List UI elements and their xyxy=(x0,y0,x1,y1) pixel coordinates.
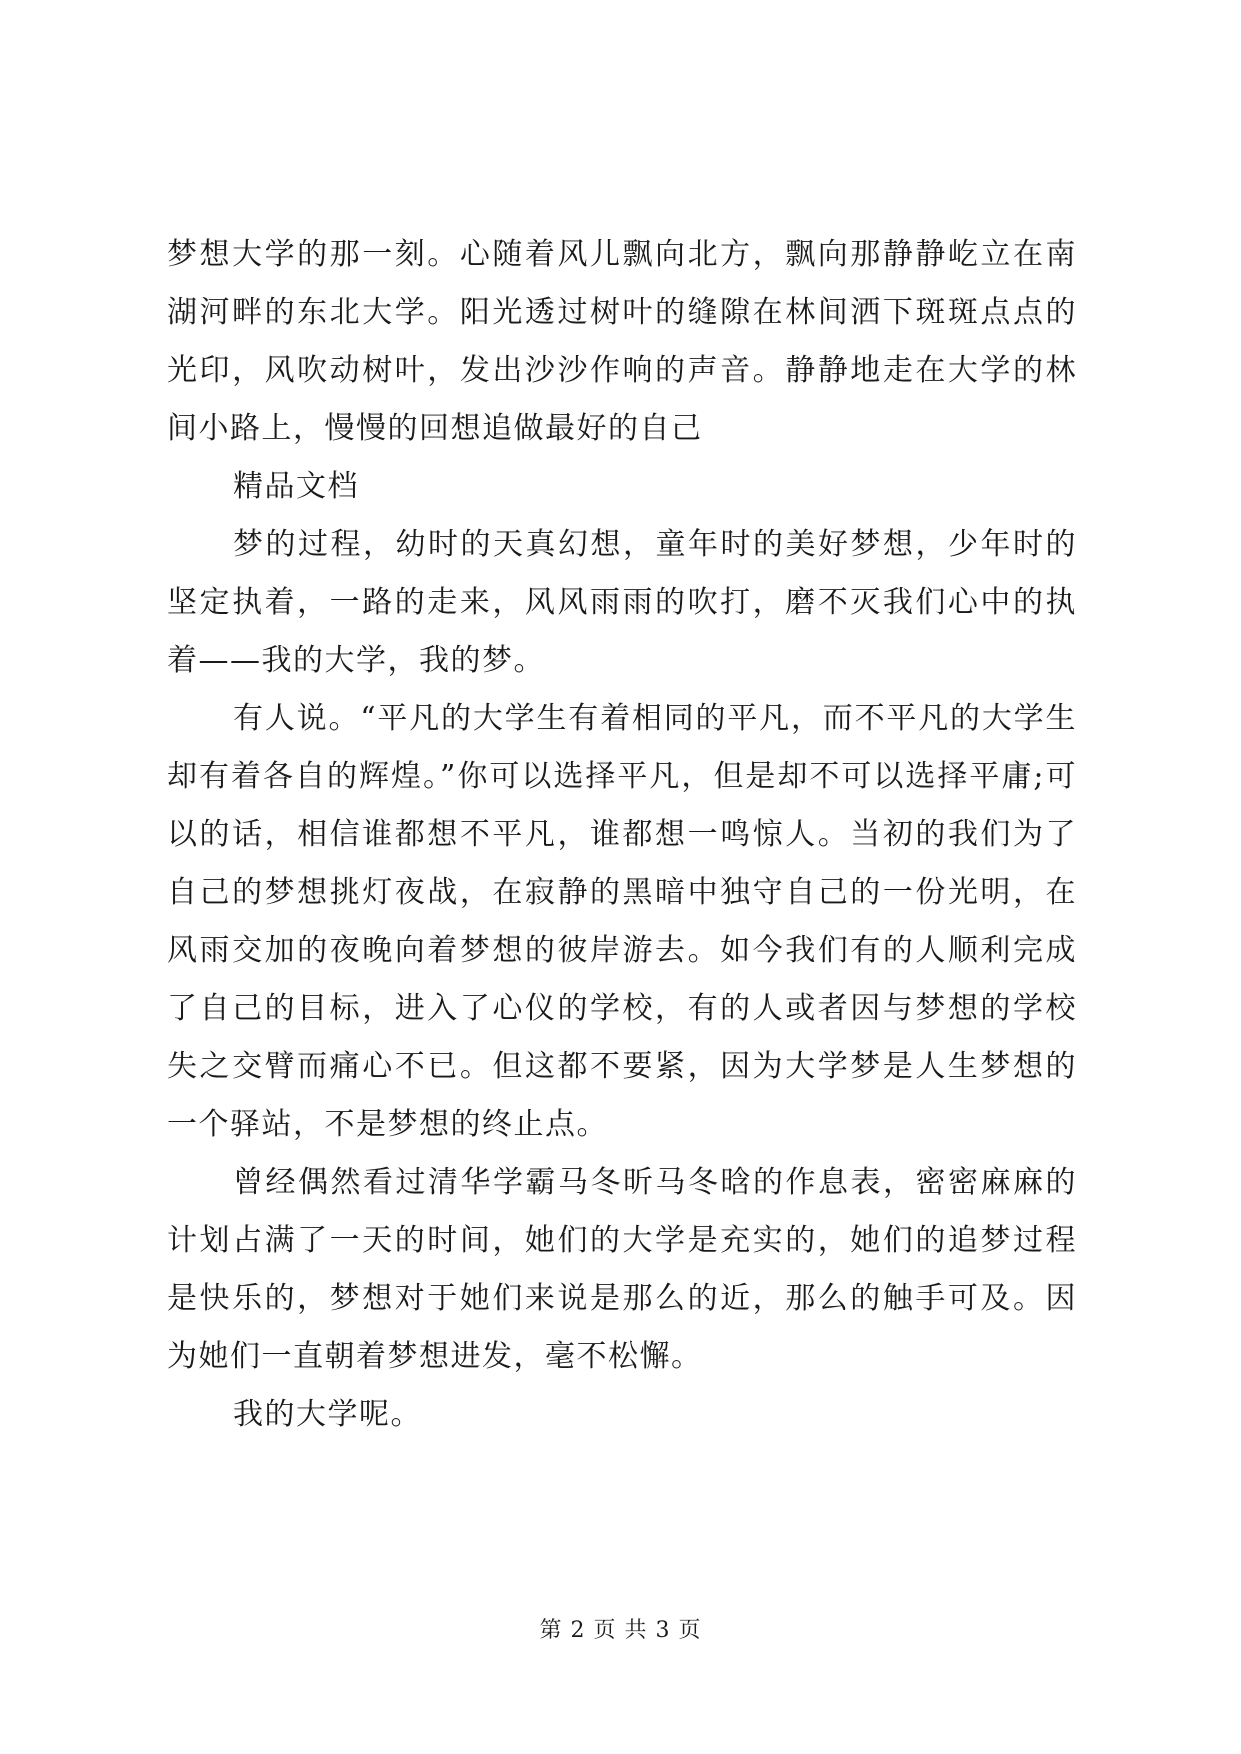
document-body xyxy=(167,226,1077,1444)
paragraph-watermark-label: 精品文档 xyxy=(233,469,359,504)
page-number-footer: 第 2 页 共 3 页 xyxy=(539,1618,702,1643)
paragraph-tsinghua-schedule: 曾经偶然看过清华学霸马冬昕马冬晗的作息表，密密麻麻的计划占满了一天的时间，她们的大学是充实的，她们的追梦过程是快乐的，梦想对于她们来说是那么的近，那么的触手可及。因为她们一直朝着梦想进发，毫不松懈。 xyxy=(167,1165,1077,1374)
paragraph-ordinary-students: 有人说。“平凡的大学生有着相同的平凡，而不平凡的大学生却有着各自的辉煌。”你可以选择平凡，但是却不可以选择平庸;可以的话，相信谁都想不平凡，谁都想一鸣惊人。当初的我们为了自己的梦想挑灯夜战，在寂静的黑暗中独守自己的一份光明，在风雨交加的夜晚向着梦想的彼岸游去。如今我们有的人顺利完成了自己的目标，进入了心仪的学校，有的人或者因与梦想的学校失之交臂而痛心不已。但这都不要紧，因为大学梦是人生梦想的一个驿站，不是梦想的终止点。 xyxy=(167,701,1077,1142)
paragraph-my-university: 我的大学呢。 xyxy=(233,1397,422,1432)
paragraph-dream-process: 梦的过程，幼时的天真幻想，童年时的美好梦想，少年时的坚定执着，一路的走来，风风雨雨的吹打，磨不灭我们心中的执着——我的大学，我的梦。 xyxy=(167,527,1077,678)
paragraph-continuation: 梦想大学的那一刻。心随着风儿飘向北方，飘向那静静屹立在南湖河畔的东北大学。阳光透过树叶的缝隙在林间洒下斑斑点点的光印，风吹动树叶，发出沙沙作响的声音。静静地走在大学的林间小路上，慢慢的回想追做最好的自己 xyxy=(167,237,1077,446)
